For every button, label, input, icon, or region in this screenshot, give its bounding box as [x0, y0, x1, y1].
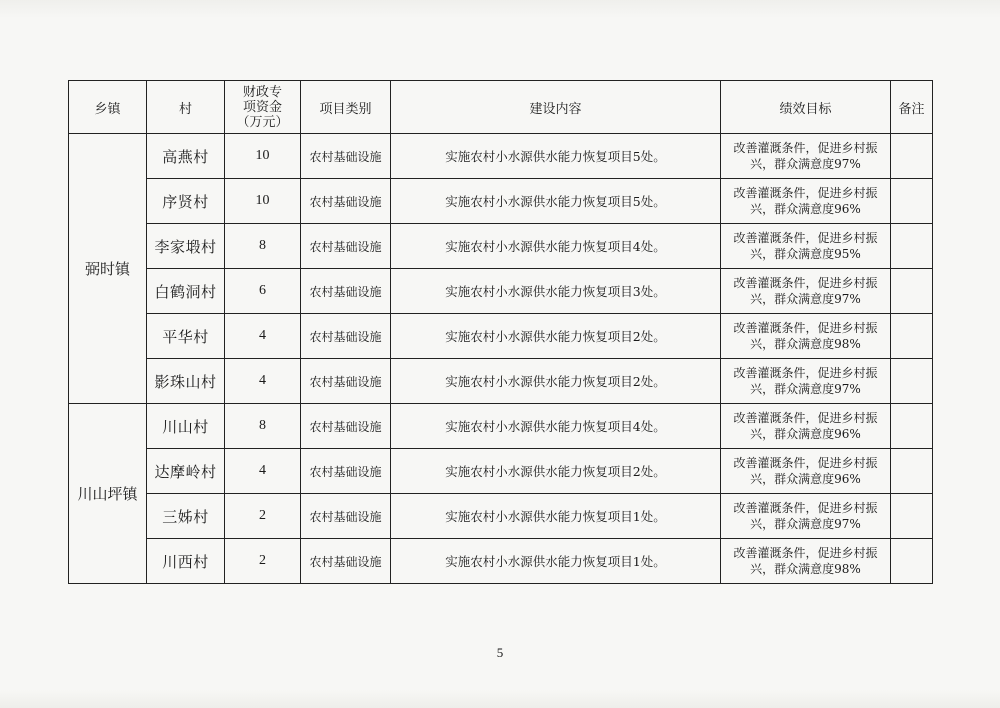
remark-cell — [891, 314, 933, 359]
header-town: 乡镇 — [69, 81, 147, 134]
village-cell: 川西村 — [147, 539, 225, 584]
goal-line2: 兴，群众满意度96% — [750, 202, 861, 216]
project-table — [68, 80, 933, 584]
goal-line1: 改善灌溉条件，促进乡村振 — [733, 501, 878, 515]
content-cell: 实施农村小水源供水能力恢复项目5处。 — [391, 179, 721, 224]
category-cell: 农村基础设施 — [301, 539, 391, 584]
category-cell: 农村基础设施 — [301, 314, 391, 359]
goal-line2: 兴，群众满意度96% — [750, 427, 861, 441]
amount-cell: 4 — [225, 359, 301, 404]
goal-line1: 改善灌溉条件，促进乡村振 — [733, 186, 878, 200]
village-cell: 李家塅村 — [147, 224, 225, 269]
header-content: 建设内容 — [391, 81, 721, 134]
goal-line1: 改善灌溉条件，促进乡村振 — [733, 411, 878, 425]
header-fund — [225, 81, 301, 134]
remark-cell — [891, 449, 933, 494]
header-row — [69, 81, 933, 134]
header-fund-line2: 项资金 — [242, 99, 282, 115]
table-row — [69, 494, 933, 539]
content-cell: 实施农村小水源供水能力恢复项目2处。 — [391, 359, 721, 404]
amount-cell: 10 — [225, 179, 301, 224]
goal-line1: 改善灌溉条件，促进乡村振 — [733, 276, 878, 290]
remark-cell — [891, 539, 933, 584]
remark-cell — [891, 494, 933, 539]
goal-line1: 改善灌溉条件，促进乡村振 — [733, 456, 878, 470]
goal-cell — [721, 359, 891, 404]
header-village: 村 — [147, 81, 225, 134]
goal-cell — [721, 224, 891, 269]
goal-line1: 改善灌溉条件，促进乡村振 — [733, 546, 878, 560]
goal-line1: 改善灌溉条件，促进乡村振 — [733, 366, 878, 380]
goal-line2: 兴，群众满意度96% — [750, 472, 861, 486]
table-row — [69, 134, 933, 179]
goal-cell — [721, 269, 891, 314]
village-cell: 川山村 — [147, 404, 225, 449]
village-cell: 达摩岭村 — [147, 449, 225, 494]
goal-line1: 改善灌溉条件，促进乡村振 — [733, 231, 878, 245]
amount-cell: 8 — [225, 404, 301, 449]
category-cell: 农村基础设施 — [301, 269, 391, 314]
content-cell: 实施农村小水源供水能力恢复项目4处。 — [391, 224, 721, 269]
content-cell: 实施农村小水源供水能力恢复项目1处。 — [391, 539, 721, 584]
page-number: 5 — [496, 645, 504, 660]
table-row — [69, 359, 933, 404]
amount-cell: 2 — [225, 494, 301, 539]
village-cell: 三姊村 — [147, 494, 225, 539]
amount-cell: 4 — [225, 449, 301, 494]
goal-line2: 兴，群众满意度97% — [750, 382, 861, 396]
goal-line2: 兴，群众满意度95% — [750, 247, 861, 261]
amount-cell: 2 — [225, 539, 301, 584]
goal-line2: 兴，群众满意度98% — [750, 562, 861, 576]
goal-line2: 兴，群众满意度97% — [750, 157, 861, 171]
table-row — [69, 224, 933, 269]
table-row — [69, 179, 933, 224]
goal-line1: 改善灌溉条件，促进乡村振 — [733, 321, 878, 335]
goal-cell — [721, 494, 891, 539]
header-fund-line1: 财政专 — [242, 84, 282, 100]
table-row — [69, 269, 933, 314]
content-cell: 实施农村小水源供水能力恢复项目2处。 — [391, 314, 721, 359]
goal-line2: 兴，群众满意度98% — [750, 337, 861, 351]
village-cell: 平华村 — [147, 314, 225, 359]
goal-cell — [721, 134, 891, 179]
village-cell: 白鹤洞村 — [147, 269, 225, 314]
content-cell: 实施农村小水源供水能力恢复项目4处。 — [391, 404, 721, 449]
town-cell: 川山坪镇 — [69, 404, 147, 584]
remark-cell — [891, 359, 933, 404]
goal-cell — [721, 314, 891, 359]
category-cell: 农村基础设施 — [301, 179, 391, 224]
village-cell: 序贤村 — [147, 179, 225, 224]
remark-cell — [891, 269, 933, 314]
remark-cell — [891, 134, 933, 179]
category-cell: 农村基础设施 — [301, 494, 391, 539]
goal-cell — [721, 404, 891, 449]
amount-cell: 10 — [225, 134, 301, 179]
remark-cell — [891, 224, 933, 269]
header-goal: 绩效目标 — [721, 81, 891, 134]
category-cell: 农村基础设施 — [301, 359, 391, 404]
goal-cell — [721, 539, 891, 584]
table-row — [69, 449, 933, 494]
village-cell: 高燕村 — [147, 134, 225, 179]
remark-cell — [891, 179, 933, 224]
table-row — [69, 404, 933, 449]
content-cell: 实施农村小水源供水能力恢复项目2处。 — [391, 449, 721, 494]
content-cell: 实施农村小水源供水能力恢复项目3处。 — [391, 269, 721, 314]
header-fund-line3: （万元） — [236, 114, 289, 130]
category-cell: 农村基础设施 — [301, 224, 391, 269]
header-remark: 备注 — [891, 81, 933, 134]
goal-line2: 兴，群众满意度97% — [750, 517, 861, 531]
amount-cell: 6 — [225, 269, 301, 314]
category-cell: 农村基础设施 — [301, 449, 391, 494]
category-cell: 农村基础设施 — [301, 404, 391, 449]
table-row — [69, 539, 933, 584]
goal-cell — [721, 449, 891, 494]
table-row — [69, 314, 933, 359]
amount-cell: 8 — [225, 224, 301, 269]
village-cell: 影珠山村 — [147, 359, 225, 404]
goal-line2: 兴，群众满意度97% — [750, 292, 861, 306]
content-cell: 实施农村小水源供水能力恢复项目1处。 — [391, 494, 721, 539]
goal-line1: 改善灌溉条件，促进乡村振 — [733, 141, 878, 155]
town-cell: 弼时镇 — [69, 134, 147, 404]
remark-cell — [891, 404, 933, 449]
goal-cell — [721, 179, 891, 224]
content-cell: 实施农村小水源供水能力恢复项目5处。 — [391, 134, 721, 179]
amount-cell: 4 — [225, 314, 301, 359]
category-cell: 农村基础设施 — [301, 134, 391, 179]
header-category: 项目类别 — [301, 81, 391, 134]
